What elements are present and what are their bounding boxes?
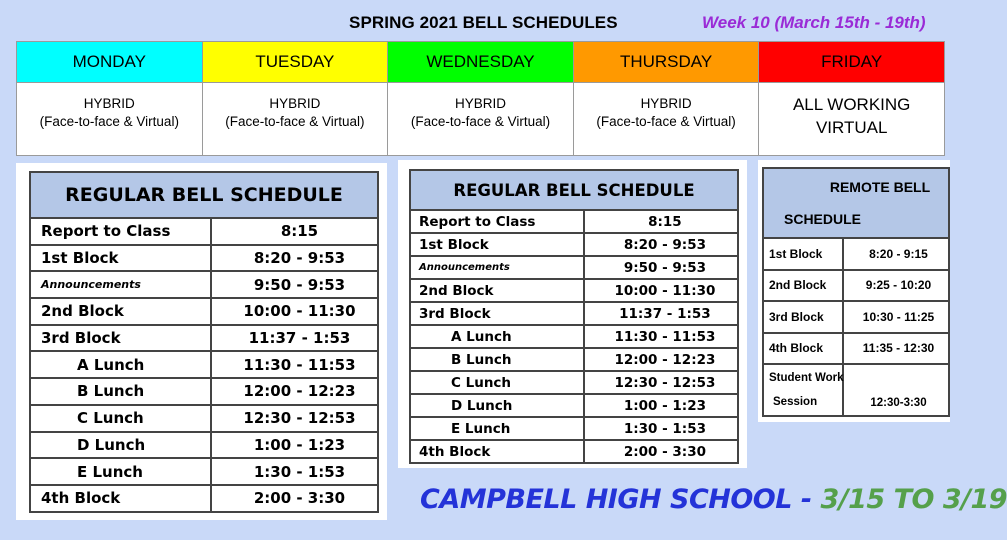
table-row: [30, 245, 378, 272]
table-row: [30, 298, 378, 325]
period-label: A Lunch: [410, 325, 584, 348]
label-line-1: Student Work: [769, 372, 844, 384]
period-time: 8:20 - 9:53: [211, 245, 378, 272]
table-row: [30, 432, 378, 459]
table-row: [410, 233, 738, 256]
week-table: [16, 41, 945, 156]
table-row: [410, 325, 738, 348]
period-label: 2nd Block: [410, 279, 584, 302]
period-time: 11:30 - 11:53: [584, 325, 738, 348]
mode-line-1: HYBRID: [454, 96, 506, 111]
period-label: 4th Block: [30, 485, 211, 512]
table-row: [30, 485, 378, 512]
period-time: 9:25 - 10:20: [843, 270, 949, 302]
schedule-header-row: [30, 172, 378, 218]
mode-line-2: VIRTUAL: [815, 118, 888, 137]
table-row: [30, 405, 378, 432]
period-label: 4th Block: [410, 440, 584, 463]
period-label: [763, 364, 843, 416]
period-time: 11:37 - 1:53: [584, 302, 738, 325]
table-row: [763, 238, 949, 270]
table-row: [30, 325, 378, 352]
remote-schedule-card: [758, 160, 950, 422]
mode-line-2: (Face-to-face & Virtual): [410, 114, 551, 129]
day-thursday: THURSDAY: [573, 42, 759, 83]
mode-wednesday: [388, 83, 574, 156]
period-label: 1st Block: [410, 233, 584, 256]
period-label: 3rd Block: [763, 301, 843, 333]
period-time: 12:30 - 12:53: [211, 405, 378, 432]
day-header-row: [17, 42, 945, 83]
day-tuesday: TUESDAY: [202, 42, 388, 83]
table-row: [763, 301, 949, 333]
period-time: 1:00 - 1:23: [211, 432, 378, 459]
period-time: 8:20 - 9:53: [584, 233, 738, 256]
period-label: 3rd Block: [30, 325, 211, 352]
mode-tuesday: [202, 83, 388, 156]
period-time: 12:00 - 12:23: [584, 348, 738, 371]
mode-friday: [759, 83, 945, 156]
period-label: 3rd Block: [410, 302, 584, 325]
period-label: 2nd Block: [763, 270, 843, 302]
table-row: [410, 210, 738, 233]
period-time: 11:35 - 12:30: [843, 333, 949, 365]
table-row: [410, 256, 738, 279]
period-label: Announcements: [30, 271, 211, 298]
mode-monday: [17, 83, 203, 156]
period-time: 10:00 - 11:30: [584, 279, 738, 302]
regular-schedule-table: [409, 169, 739, 464]
period-time: 9:50 - 9:53: [211, 271, 378, 298]
table-row: [763, 364, 949, 416]
period-time: 1:00 - 1:23: [584, 394, 738, 417]
period-time: 9:50 - 9:53: [584, 256, 738, 279]
table-row: [410, 440, 738, 463]
day-mode-row: [17, 83, 945, 156]
mode-line-1: HYBRID: [640, 96, 692, 111]
table-row: [763, 333, 949, 365]
date-range: 3/15 TO 3/19: [820, 484, 1007, 515]
period-time: 1:30 - 1:53: [211, 458, 378, 485]
table-row: [410, 348, 738, 371]
table-row: [30, 378, 378, 405]
regular-schedule-card-1: [16, 163, 387, 520]
period-label: B Lunch: [30, 378, 211, 405]
period-label: D Lunch: [410, 394, 584, 417]
week-label: Week 10 (March 15th - 19th): [702, 13, 926, 32]
mode-thursday: [573, 83, 759, 156]
period-label: A Lunch: [30, 351, 211, 378]
label-line-2: Session: [773, 396, 818, 408]
period-time: 10:30 - 11:25: [843, 301, 949, 333]
table-row: [30, 351, 378, 378]
period-label: Report to Class: [410, 210, 584, 233]
period-label: C Lunch: [30, 405, 211, 432]
table-row: [410, 417, 738, 440]
remote-schedule-table: [762, 167, 950, 417]
period-label: 4th Block: [763, 333, 843, 365]
period-time: 12:00 - 12:23: [211, 378, 378, 405]
period-time: 8:15: [211, 218, 378, 245]
table-row: [30, 218, 378, 245]
period-label: E Lunch: [410, 417, 584, 440]
regular-schedule-table: [29, 171, 379, 513]
page-title: SPRING 2021 BELL SCHEDULES: [349, 13, 618, 32]
mode-line-1: HYBRID: [83, 96, 135, 111]
period-label: D Lunch: [30, 432, 211, 459]
period-label: E Lunch: [30, 458, 211, 485]
schedule-header-row: [763, 168, 949, 238]
period-time: 12:30 - 12:53: [584, 371, 738, 394]
period-time: 11:30 - 11:53: [211, 351, 378, 378]
table-row: [30, 271, 378, 298]
table-row: [763, 270, 949, 302]
school-name: CAMPBELL HIGH SCHOOL -: [420, 484, 821, 515]
period-time: 10:00 - 11:30: [211, 298, 378, 325]
schedule-header-row: [410, 170, 738, 210]
footer-banner: [420, 484, 1007, 515]
schedule-title: REGULAR BELL SCHEDULE: [30, 172, 378, 218]
mode-line-2: (Face-to-face & Virtual): [39, 114, 179, 129]
period-label: 1st Block: [30, 245, 211, 272]
mode-line-1: HYBRID: [269, 96, 321, 111]
mode-line-2: (Face-to-face & Virtual): [225, 114, 365, 129]
mode-line-1: ALL WORKING: [792, 95, 911, 114]
period-label: C Lunch: [410, 371, 584, 394]
day-friday: FRIDAY: [759, 42, 945, 83]
period-time: 11:37 - 1:53: [211, 325, 378, 352]
period-time: 12:30-3:30: [843, 364, 949, 416]
period-time: 1:30 - 1:53: [584, 417, 738, 440]
day-monday: MONDAY: [17, 42, 203, 83]
table-row: [410, 371, 738, 394]
period-time: 8:15: [584, 210, 738, 233]
period-time: 2:00 - 3:30: [584, 440, 738, 463]
schedule-title: [763, 168, 949, 238]
table-row: [410, 394, 738, 417]
period-time: 8:20 - 9:15: [843, 238, 949, 270]
mode-line-2: (Face-to-face & Virtual): [596, 114, 736, 129]
period-label: 2nd Block: [30, 298, 211, 325]
regular-schedule-card-2: [398, 160, 747, 468]
period-label: Report to Class: [30, 218, 211, 245]
title-line-1: REMOTE BELL: [829, 179, 931, 195]
table-row: [410, 302, 738, 325]
period-time: 2:00 - 3:30: [211, 485, 378, 512]
schedule-title: REGULAR BELL SCHEDULE: [410, 170, 738, 210]
period-label: Announcements: [410, 256, 584, 279]
day-wednesday: WEDNESDAY: [388, 42, 574, 83]
table-row: [30, 458, 378, 485]
table-row: [410, 279, 738, 302]
period-label: B Lunch: [410, 348, 584, 371]
period-label: 1st Block: [763, 238, 843, 270]
title-line-2: SCHEDULE: [784, 211, 862, 227]
